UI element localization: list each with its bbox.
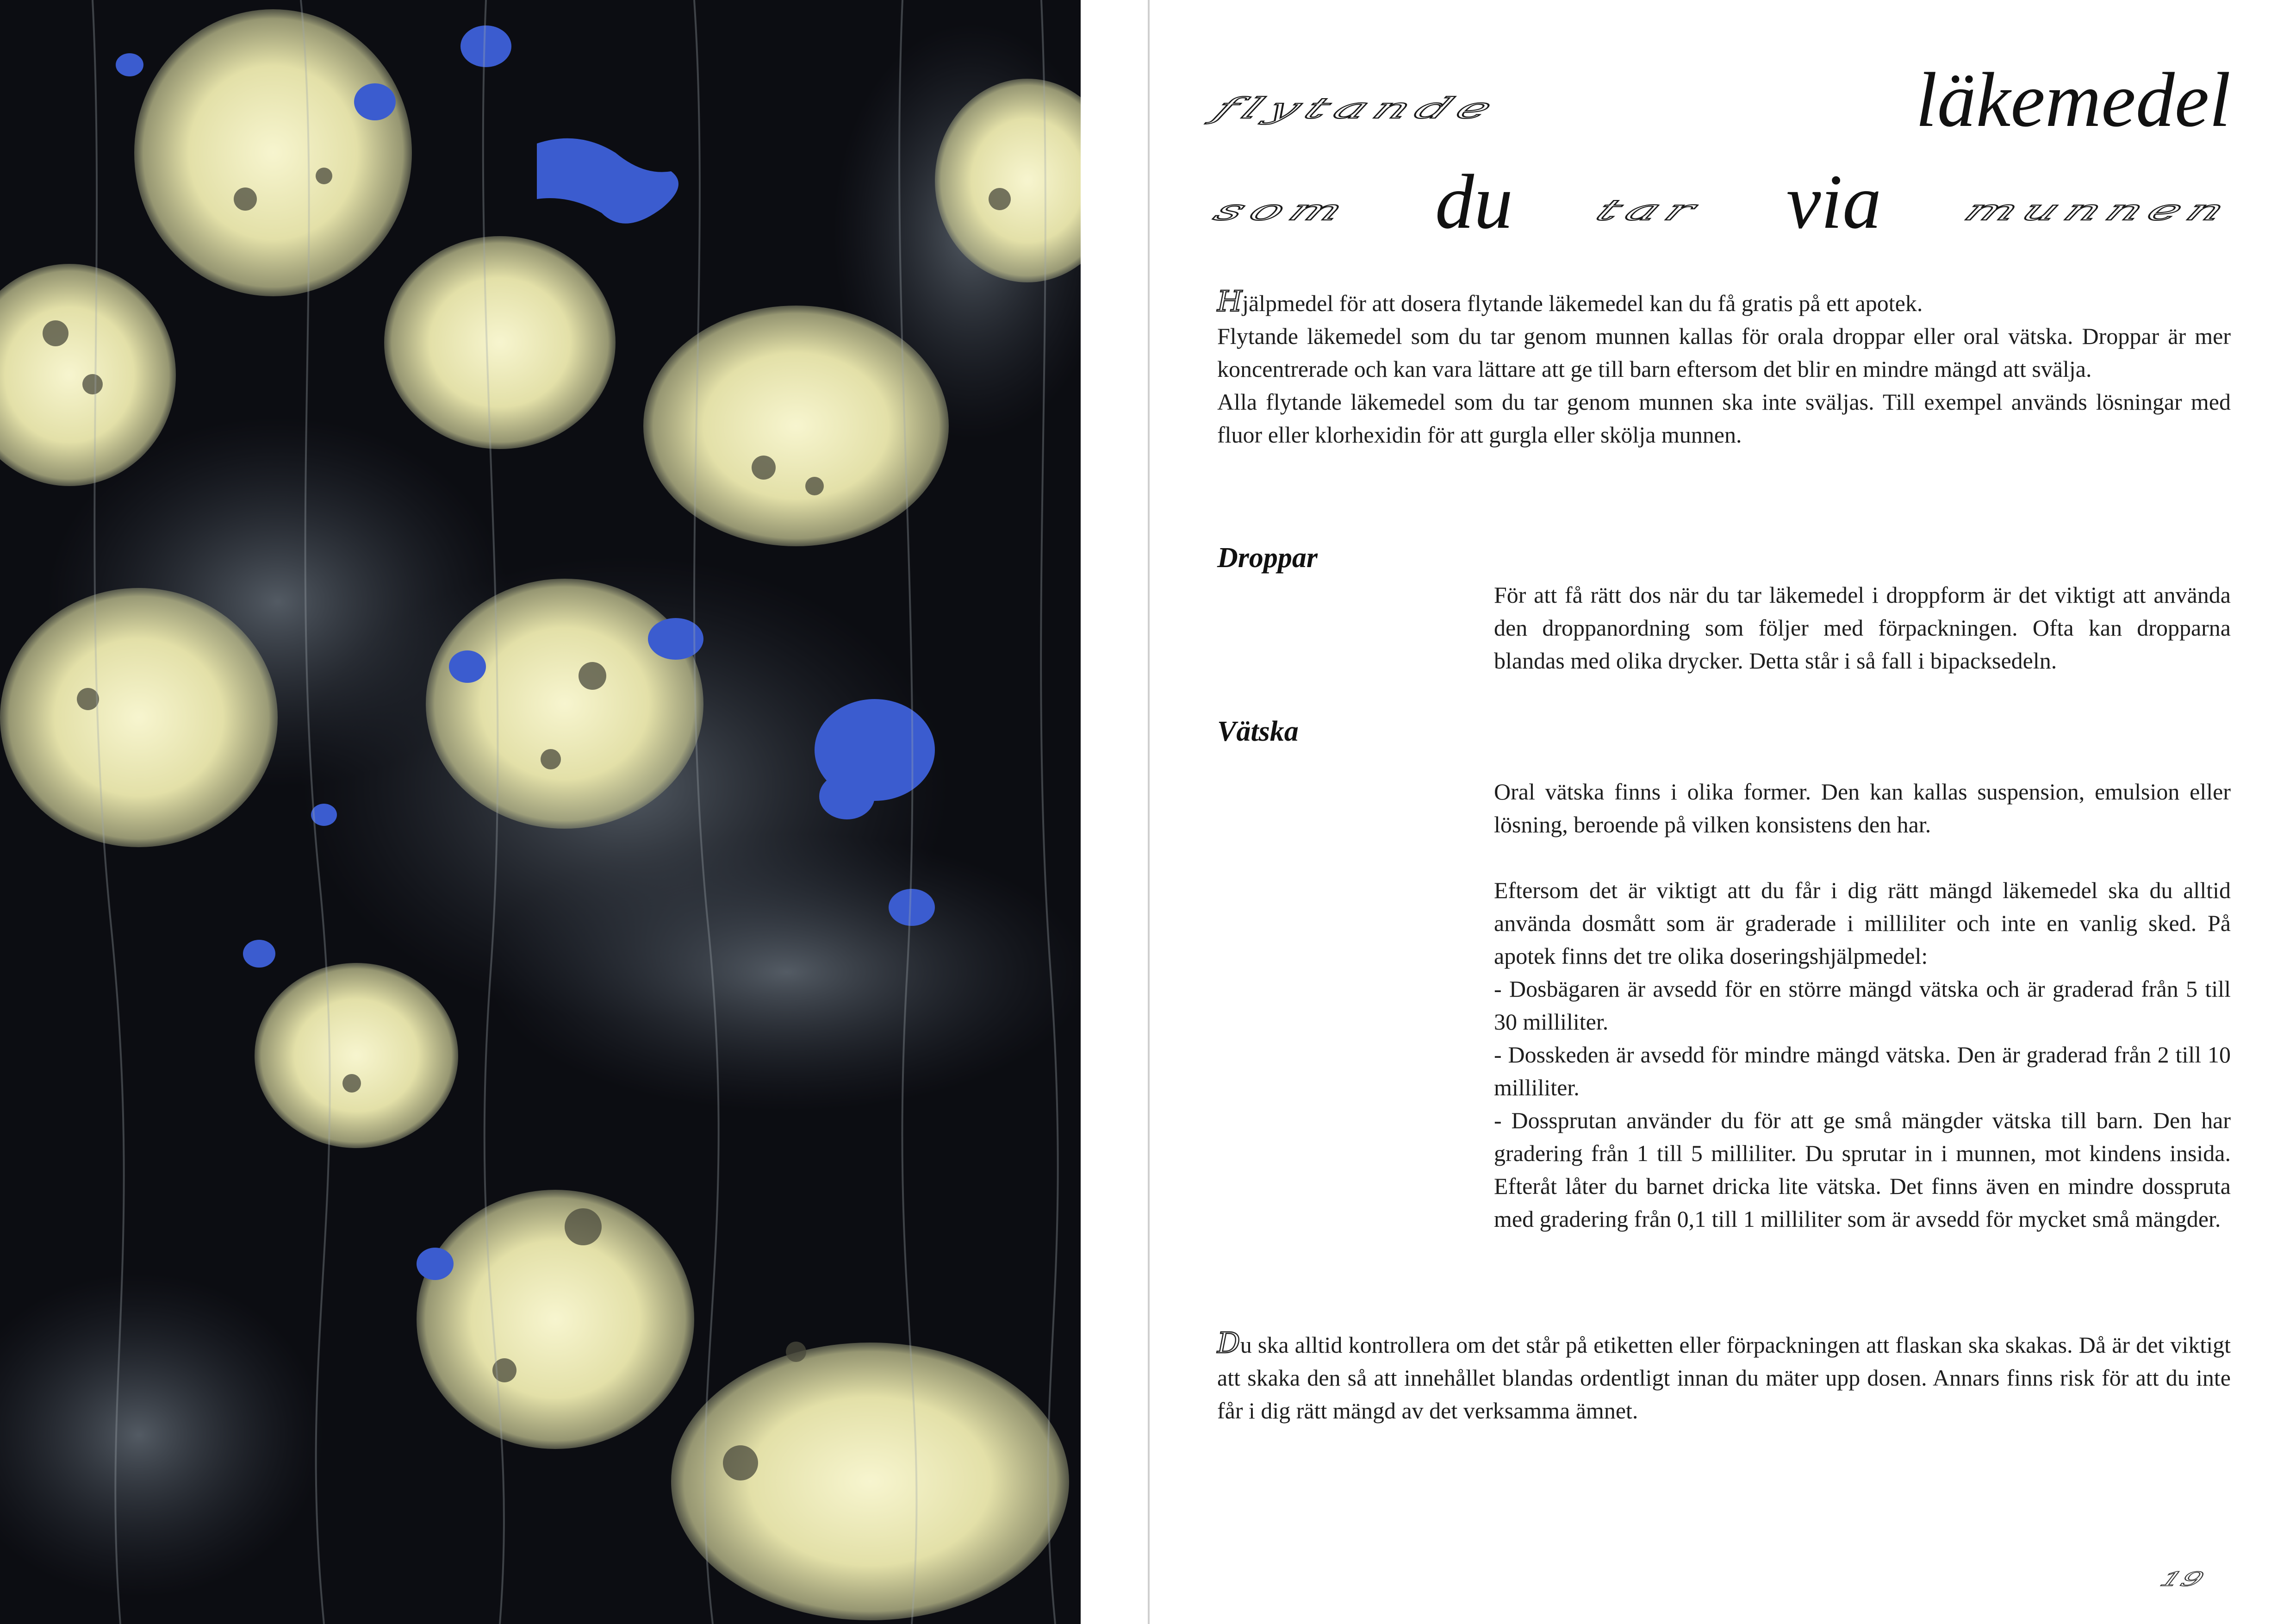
outro-paragraph bbox=[1217, 1326, 2231, 1427]
page-title-line-1 bbox=[1207, 56, 2231, 145]
cover-artwork bbox=[0, 0, 1081, 1624]
outro-body: u ska alltid kontrollera om det står på etiketten eller förpackningen att flaskan ska skakas. Då är det viktigt att skaka den så att innehållet blandas ordentligt innan du mäter upp dosen. Annars finns risk för att du inte får i dig rätt mängd av det verksamma ämnet. bbox=[1217, 1332, 2231, 1424]
intro-dropcap: H bbox=[1217, 284, 1243, 318]
intro-paragraph-3: Alla flytande läkemedel som du tar genom munnen ska inte sväljas. Till exempel används lösningar med fluor eller klorhexidin för att gurgla eller skölja munnen. bbox=[1217, 389, 2231, 448]
page-number: 19 bbox=[2156, 1568, 2208, 1591]
droppar-paragraph: För att få rätt dos när du tar läkemedel i droppform är det viktigt att använda den droppanordning som följer med förpackningen. Ofta kan dropparna blandas med olika drycker. Detta står i så fall i bipacksedeln. bbox=[1494, 582, 2231, 674]
section-heading-vatska: Vätska bbox=[1217, 716, 1299, 747]
list-item-dosbagaren: - Dosbägaren är avsedd för en större mängd vätska och är graderad från 5 till 30 milliliter. bbox=[1494, 976, 2231, 1035]
title-word-som: som bbox=[1207, 194, 1359, 227]
vatska-text bbox=[1494, 775, 2231, 1236]
intro-paragraph-1 bbox=[1217, 285, 2231, 320]
title-word-via: via bbox=[1786, 159, 1882, 245]
vatska-intro: Eftersom det är viktigt att du får i dig rätt mängd läkemedel ska du alltid använda dosmått som är graderade i milliliter och inte en vanlig sked. På apotek finns det tre olika doseringshjälpmedel: bbox=[1494, 877, 2231, 969]
intro-text bbox=[1217, 285, 2231, 451]
vatska-paragraph-1: Oral vätska finns i olika former. Den kan kallas suspension, emulsion eller lösning, beroende på vilken konsistens den har. bbox=[1494, 779, 2231, 837]
title-word-munnen: munnen bbox=[1957, 194, 2241, 227]
outro-dropcap: D bbox=[1217, 1326, 1240, 1360]
list-item-dossprutan: - Dossprutan använder du för att ge små mängder vätska till barn. Den har gradering från 1 till 5 milliliter. Du sprutar in i munnen, mot kindens insida. Efteråt låter du barnet dricka lite vätska. Det finns även en mindre dosspruta med gradering från 0,1 till 1 milliliter som är avsedd för mycket små mängder. bbox=[1494, 1107, 2231, 1232]
list-item-dosskeden: - Dosskeden är avsedd för mindre mängd vätska. Den är graderad från 2 till 10 milliliter. bbox=[1494, 1042, 2231, 1100]
intro-paragraph-2: Flytande läkemedel som du tar genom munnen kallas för orala droppar eller oral vätska. Droppar är mer koncentrerade och kan vara lättare att ge till barn eftersom det blir en mindre mängd att svälja. bbox=[1217, 323, 2231, 382]
title-word-tar: tar bbox=[1589, 194, 1711, 227]
page-title-line-2 bbox=[1207, 157, 2241, 247]
intro-first-line: jälpmedel för att dosera flytande läkemedel kan du få gratis på ett apotek. bbox=[1242, 290, 1923, 316]
page-divider bbox=[1148, 0, 1150, 1624]
title-word-flytande: flytande bbox=[1207, 92, 1508, 125]
droppar-text bbox=[1494, 579, 2231, 677]
vatska-paragraph-2 bbox=[1494, 874, 2231, 1236]
title-word-du: du bbox=[1435, 159, 1513, 245]
section-heading-droppar: Droppar bbox=[1217, 542, 1318, 574]
title-word-lakemedel: läkemedel bbox=[1916, 57, 2231, 143]
outro-text bbox=[1217, 1326, 2231, 1427]
